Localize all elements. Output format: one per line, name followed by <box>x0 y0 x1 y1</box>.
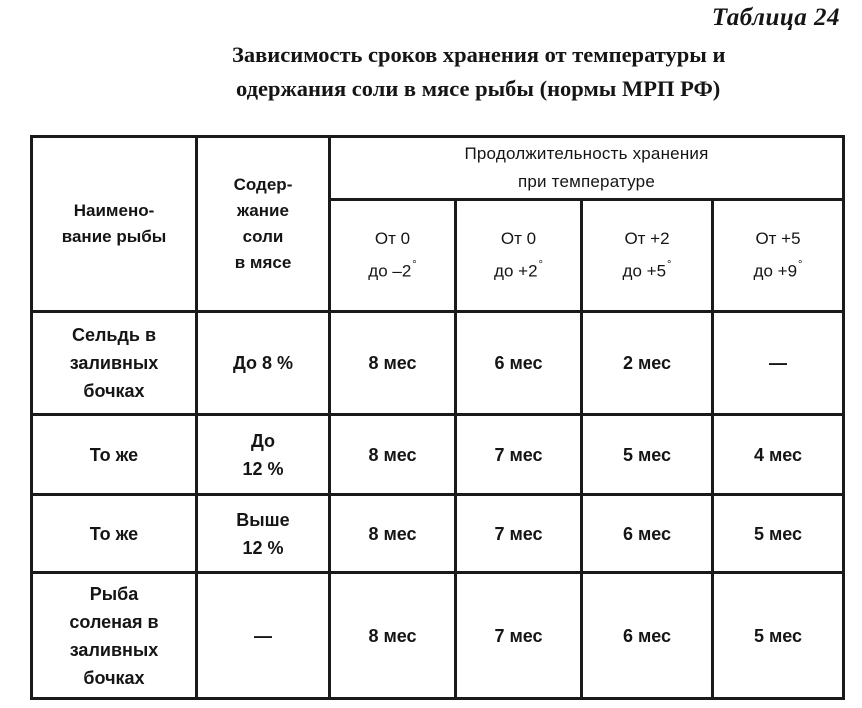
temp-from: От 0 <box>374 229 411 249</box>
caption-line-1: Зависимость сроков хранения от температуры и <box>232 42 726 67</box>
salt-cell <box>198 574 331 700</box>
temp-to <box>463 253 574 286</box>
header-line: Содер- <box>233 175 293 194</box>
duration-cell: 7 мес <box>457 496 583 574</box>
table-caption <box>232 38 844 106</box>
temp-to <box>589 253 705 286</box>
temp-to-text: до +9 <box>753 261 798 281</box>
degree-sign: ° <box>667 259 672 272</box>
cell-line: бочках <box>83 667 145 688</box>
cell-line: До <box>250 430 276 451</box>
degree-sign: ° <box>798 259 803 272</box>
cell-line: заливных <box>69 639 159 660</box>
header-line: жание <box>237 201 289 220</box>
temp-from: От +2 <box>624 229 670 249</box>
cell-line: До 8 % <box>232 353 294 373</box>
duration-cell: 5 мес <box>714 496 845 574</box>
header-fish-name <box>33 138 198 313</box>
duration-cell: 5 мес <box>583 416 714 496</box>
header-line: вание рыбы <box>61 227 167 246</box>
header-line: Продолжительность хранения <box>464 144 709 163</box>
cell-line: 12 % <box>242 537 284 558</box>
header-temp-range <box>583 201 714 313</box>
table-row <box>33 313 845 416</box>
duration-cell: — <box>714 313 845 416</box>
header-line: Наимено- <box>73 201 155 220</box>
cell-line: 12 % <box>242 458 284 479</box>
temp-to-text: до –2 <box>368 261 412 281</box>
temp-to <box>720 253 836 286</box>
temp-from: От 0 <box>500 229 537 249</box>
duration-cell: 8 мес <box>331 313 457 416</box>
table-row <box>33 496 845 574</box>
duration-cell: 8 мес <box>331 416 457 496</box>
cell-line: бочках <box>83 381 145 401</box>
cell-line: То же <box>89 523 139 544</box>
table-row <box>33 574 845 700</box>
cell-line: Выше <box>236 509 290 530</box>
temp-to-text: до +2 <box>494 261 538 281</box>
cell-line: заливных <box>69 353 159 373</box>
salt-cell <box>198 496 331 574</box>
cell-line: То же <box>89 444 139 465</box>
header-temp-range <box>714 201 845 313</box>
header-temp-range <box>331 201 457 313</box>
salt-cell <box>198 416 331 496</box>
cell-line: Рыба <box>89 583 139 604</box>
caption-line-2: одержания соли в мясе рыбы (нормы МРП РФ) <box>236 76 721 101</box>
fish-name-cell <box>33 313 198 416</box>
duration-cell: 7 мес <box>457 574 583 700</box>
header-storage-duration <box>331 138 845 201</box>
header-line: соли <box>242 227 284 246</box>
salt-cell <box>198 313 331 416</box>
cell-line: соленая в <box>69 611 159 632</box>
duration-cell: 5 мес <box>714 574 845 700</box>
header-temp-range <box>457 201 583 313</box>
temp-from: От +5 <box>755 229 801 249</box>
temp-to-text: до +5 <box>622 261 667 281</box>
duration-cell: 7 мес <box>457 416 583 496</box>
table-number: Таблица 24 <box>711 4 840 31</box>
header-salt-content <box>198 138 331 313</box>
duration-cell: 2 мес <box>583 313 714 416</box>
duration-cell: 6 мес <box>583 496 714 574</box>
cell-line: Сельдь в <box>71 325 157 345</box>
header-line: в мясе <box>234 253 292 272</box>
cell-line: — <box>254 625 272 646</box>
fish-name-cell <box>33 416 198 496</box>
duration-cell: 4 мес <box>714 416 845 496</box>
degree-sign: ° <box>538 259 543 272</box>
duration-cell: 6 мес <box>583 574 714 700</box>
duration-cell: 8 мес <box>331 496 457 574</box>
fish-name-cell <box>33 574 198 700</box>
storage-table <box>30 135 845 700</box>
table-row <box>33 416 845 496</box>
duration-cell: 8 мес <box>331 574 457 700</box>
temp-to <box>337 253 448 286</box>
degree-sign: ° <box>412 259 417 272</box>
fish-name-cell <box>33 496 198 574</box>
header-line: при температуре <box>517 172 655 191</box>
duration-cell: 6 мес <box>457 313 583 416</box>
